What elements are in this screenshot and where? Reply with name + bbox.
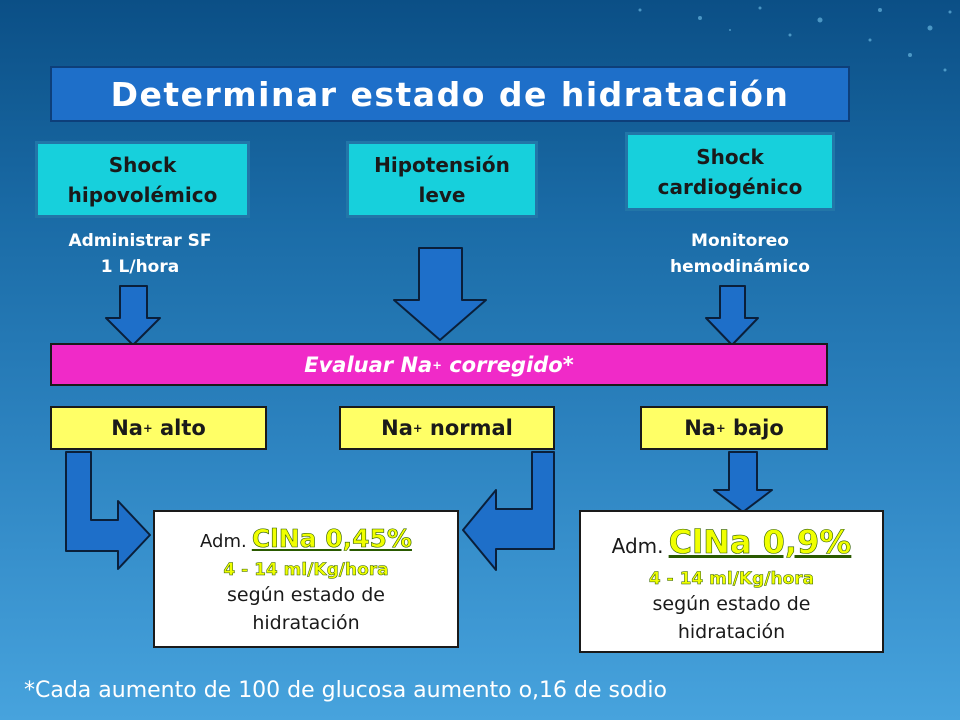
footnote: *Cada aumento de 100 de glucosa aumento o,16 de sodio <box>24 678 667 703</box>
na-suffix: alto <box>152 416 206 440</box>
down-arrow-icon <box>106 286 160 345</box>
note-line2: 1 L/hora <box>100 257 180 277</box>
solution-label: ClNa 0,9% <box>668 523 852 561</box>
na-suffix: normal <box>422 416 513 440</box>
result-clna-045-box <box>153 510 459 648</box>
na-normal-box <box>339 406 555 450</box>
note-line2: hemodinámico <box>670 257 810 277</box>
na-prefix: Na <box>111 416 143 440</box>
rate-label: 4 - 14 ml/Kg/hora <box>648 569 815 589</box>
eval-suffix: corregido* <box>441 352 574 377</box>
na-sup: + <box>142 421 153 435</box>
adm-label: Adm. <box>611 534 664 558</box>
box-label-line1: Hipotensión <box>374 152 510 177</box>
na-sup: + <box>412 421 423 435</box>
note-line1: Monitoreo <box>691 231 789 251</box>
na-bajo-box <box>640 406 828 450</box>
evaluar-na-bar <box>50 343 828 386</box>
result-line1: según estado de <box>652 593 811 615</box>
bent-arrow-icon <box>66 452 150 569</box>
box-label-line2: leve <box>418 182 466 207</box>
bent-arrow-icon <box>463 452 554 570</box>
result-line2: hidratación <box>252 612 360 634</box>
box-label-line2: hipovolémico <box>67 182 218 207</box>
page-title: Determinar estado de hidratación <box>50 66 850 122</box>
result-line2: hidratación <box>677 621 786 643</box>
na-sup: + <box>715 421 726 435</box>
box-label-line1: Shock <box>696 144 764 169</box>
box-label-line2: cardiogénico <box>657 174 803 199</box>
na-prefix: Na <box>381 416 413 440</box>
note-line1: Administrar SF <box>68 231 212 251</box>
eval-prefix: Evaluar Na <box>304 352 433 377</box>
rate-label: 4 - 14 ml/Kg/hora <box>223 560 389 580</box>
down-arrow-icon <box>706 286 758 345</box>
result-clna-09-box <box>579 510 884 653</box>
eval-sup: + <box>432 357 442 372</box>
solution-label: ClNa 0,45% <box>251 524 412 553</box>
adm-label: Adm. <box>200 531 247 552</box>
na-suffix: bajo <box>725 416 784 440</box>
na-prefix: Na <box>684 416 716 440</box>
na-alto-box <box>50 406 267 450</box>
down-arrow-icon <box>714 452 772 512</box>
box-label-line1: Shock <box>108 152 177 177</box>
result-line1: según estado de <box>227 584 385 606</box>
down-arrow-icon <box>394 248 486 340</box>
